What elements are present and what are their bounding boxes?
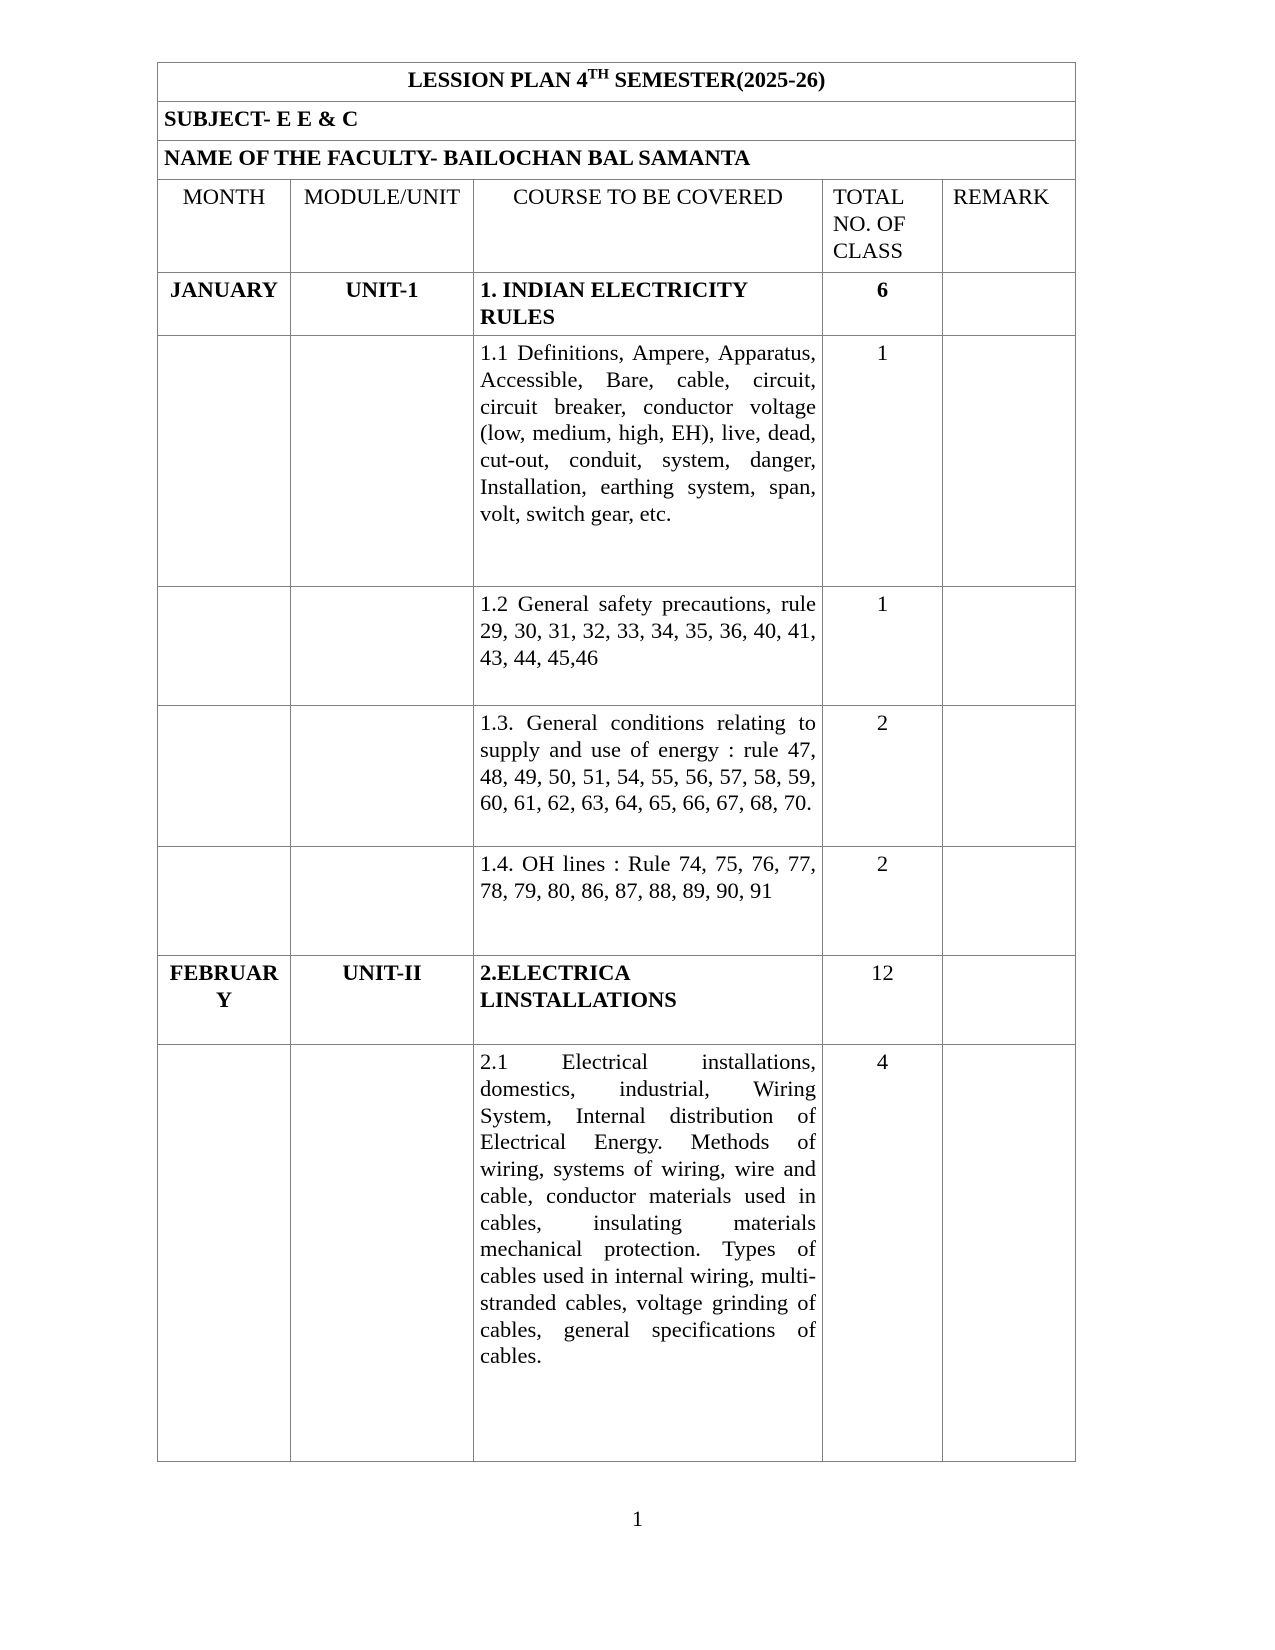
cell-course: 1. INDIAN ELECTRICITY RULES — [474, 273, 823, 336]
table-row — [158, 336, 1076, 587]
header-course: COURSE TO BE COVERED — [474, 180, 823, 273]
faculty-line: NAME OF THE FACULTY- BAILOCHAN BAL SAMANTA — [158, 141, 1076, 180]
title-superscript: TH — [587, 66, 609, 83]
cell-module — [291, 706, 474, 847]
subject-row — [158, 102, 1076, 141]
cell-remark — [943, 706, 1076, 847]
title-row — [158, 63, 1076, 102]
table-row — [158, 273, 1076, 336]
faculty-row — [158, 141, 1076, 180]
title-suffix: SEMESTER(2025-26) — [608, 67, 826, 92]
cell-course: 1.1 Definitions, Ampere, Apparatus, Accessible, Bare, cable, circuit, circuit breaker, conductor voltage (low, medium, high, EH), live, dead, cut-out, conduit, system, danger, Installation, earthing system, span, volt, switch gear, etc. — [474, 336, 823, 587]
table-header-row — [158, 180, 1076, 273]
cell-course: 2.ELECTRICA LINSTALLATIONS — [474, 956, 823, 1045]
cell-remark — [943, 273, 1076, 336]
header-month: MONTH — [158, 180, 291, 273]
cell-course: 1.2 General safety precautions, rule 29, 30, 31, 32, 33, 34, 35, 36, 40, 41, 43, 44, 45,46 — [474, 587, 823, 706]
cell-course: 1.4. OH lines : Rule 74, 75, 76, 77, 78, 79, 80, 86, 87, 88, 89, 90, 91 — [474, 847, 823, 956]
cell-month — [158, 336, 291, 587]
cell-month — [158, 706, 291, 847]
cell-module: UNIT-II — [291, 956, 474, 1045]
cell-remark — [943, 1045, 1076, 1462]
title-prefix: LESSION PLAN 4 — [407, 67, 588, 92]
cell-total-classes: 2 — [823, 706, 943, 847]
cell-module — [291, 587, 474, 706]
document-title — [158, 63, 1076, 102]
cell-total-classes: 4 — [823, 1045, 943, 1462]
cell-module — [291, 847, 474, 956]
table-row — [158, 587, 1076, 706]
table-row — [158, 847, 1076, 956]
cell-remark — [943, 956, 1076, 1045]
cell-month — [158, 956, 291, 1045]
cell-month-label: FEBRUARY — [169, 960, 279, 1012]
cell-month — [158, 847, 291, 956]
header-module: MODULE/UNIT — [291, 180, 474, 273]
cell-remark — [943, 587, 1076, 706]
cell-total-classes: 2 — [823, 847, 943, 956]
cell-module — [291, 1045, 474, 1462]
table-row — [158, 1045, 1076, 1462]
header-remark: REMARK — [943, 180, 1076, 273]
cell-month — [158, 587, 291, 706]
cell-course: 1.3. General conditions relating to supply and use of energy : rule 47, 48, 49, 50, 51, 54, 55, 56, 57, 58, 59, 60, 61, 62, 63, 64, 65, 66, 67, 68, 70. — [474, 706, 823, 847]
page-number: 1 — [632, 1506, 643, 1531]
header-total-classes: TOTAL NO. OF CLASS — [823, 180, 943, 273]
cell-total-classes: 1 — [823, 336, 943, 587]
cell-month — [158, 1045, 291, 1462]
cell-course: 2.1 Electrical installations, domestics, industrial, Wiring System, Internal distribution of Electrical Energy. Methods of wiring, systems of wiring, wire and cable, conductor materials used in cables, insulating materials mechanical protection. Types of cables used in internal wiring, multi-stranded cables, voltage grinding of cables, general specifications of cables. — [474, 1045, 823, 1462]
cell-module: UNIT-1 — [291, 273, 474, 336]
cell-month: JANUARY — [158, 273, 291, 336]
cell-remark — [943, 847, 1076, 956]
cell-remark — [943, 336, 1076, 587]
cell-total-classes: 12 — [823, 956, 943, 1045]
table-row — [158, 706, 1076, 847]
cell-total-classes: 6 — [823, 273, 943, 336]
lesson-plan-table — [157, 62, 1076, 1462]
subject-line: SUBJECT- E E & C — [158, 102, 1076, 141]
table-row — [158, 956, 1076, 1045]
cell-module — [291, 336, 474, 587]
cell-total-classes: 1 — [823, 587, 943, 706]
